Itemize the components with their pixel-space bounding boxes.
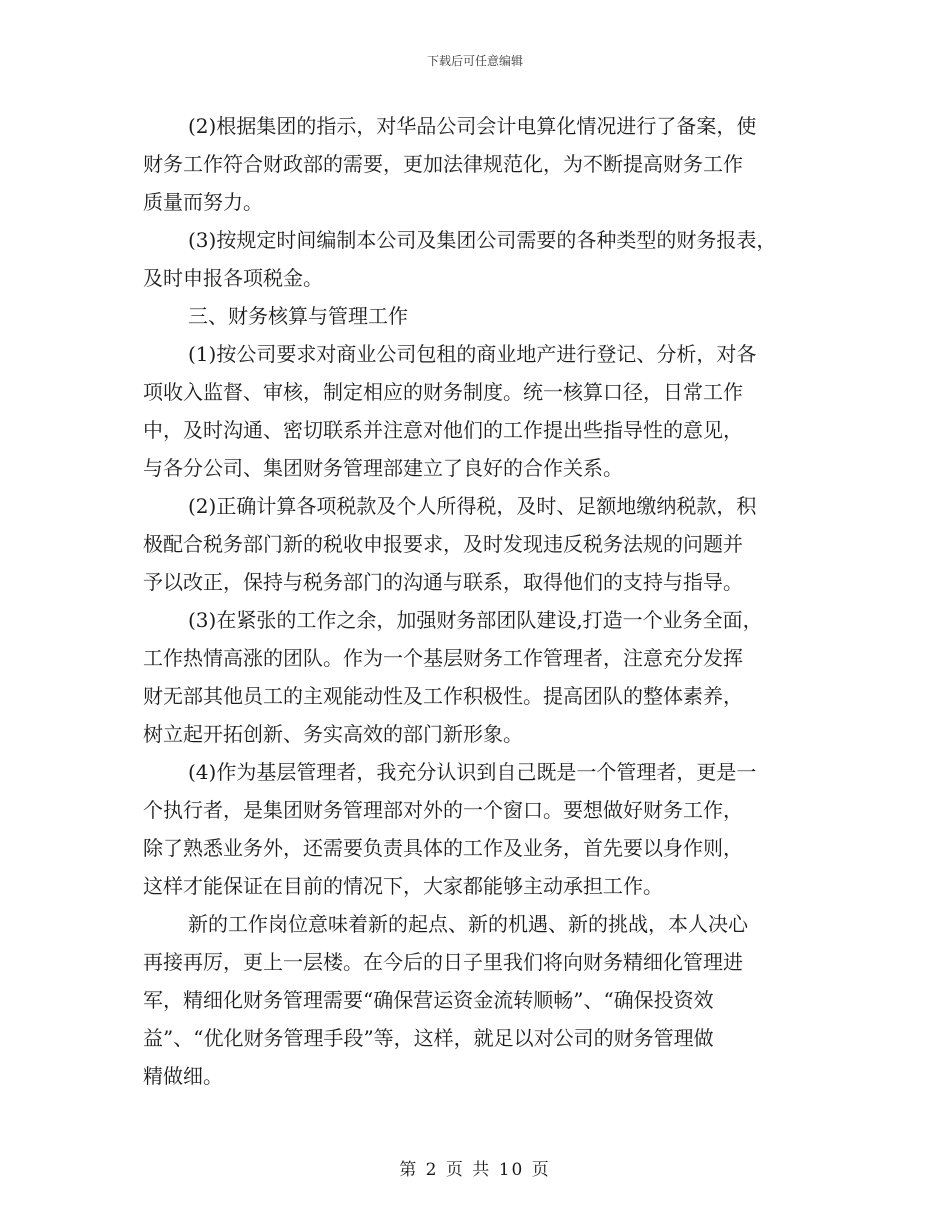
text-line: 项收入监督、审核，制定相应的财务制度。统一核算口径，日常工作 <box>143 380 743 404</box>
text-line: (3)按规定时间编制本公司及集团公司需要的各种类型的财务报表， <box>188 228 777 252</box>
text-line: 除了熟悉业务外，还需要负责具体的工作及业务，首先要以身作则， <box>143 836 743 860</box>
text-line: 树立起开拓创新、务实高效的部门新形象。 <box>143 722 523 746</box>
text-line: 新的工作岗位意味着新的起点、新的机遇、新的挑战，本人决心 <box>188 912 748 936</box>
text-line: 益”、“优化财务管理手段”等，这样，就足以对公司的财务管理做 <box>143 1026 714 1050</box>
text-line: 再接再厉，更上一层楼。在今后的日子里我们将向财务精细化管理进 <box>143 950 743 974</box>
text-line: (3)在紧张的工作之余，加强财务部团队建设,打造一个业务全面， <box>188 608 763 632</box>
document-body <box>143 107 813 1095</box>
text-line: 及时申报各项税金。 <box>143 266 323 290</box>
paragraph <box>143 601 813 753</box>
text-line: (2)正确计算各项税款及个人所得税，及时、足额地缴纳税款，积 <box>188 494 757 518</box>
paragraph <box>143 753 813 905</box>
paragraph <box>143 221 813 297</box>
paragraph <box>143 905 813 1095</box>
paragraph <box>143 487 813 601</box>
text-line: 这样才能保证在目前的情况下，大家都能够主动承担工作。 <box>143 874 663 898</box>
text-line: 军，精细化财务管理需要“确保营运资金流转顺畅”、“确保投资效 <box>143 988 714 1012</box>
text-line: 财无部其他员工的主观能动性及工作积极性。提高团队的整体素养， <box>143 684 743 708</box>
paragraph <box>143 107 813 221</box>
text-line: 与各分公司、集团财务管理部建立了良好的合作关系。 <box>143 456 623 480</box>
section-heading <box>143 297 813 335</box>
text-line: 个执行者，是集团财务管理部对外的一个窗口。要想做好财务工作， <box>143 798 743 822</box>
text-line: 财务工作符合财政部的需要，更加法律规范化，为不断提高财务工作 <box>143 152 743 176</box>
page-header: 下载后可任意编辑 <box>426 54 523 68</box>
text-line: (4)作为基层管理者，我充分认识到自己既是一个管理者，更是一 <box>188 760 757 784</box>
text-line: (1)按公司要求对商业公司包租的商业地产进行登记、分析，对各 <box>188 342 757 366</box>
text-line: 中，及时沟通、密切联系并注意对他们的工作提出些指导性的意见， <box>143 418 743 442</box>
page-footer: 第 2 页 共 10 页 <box>399 1160 551 1180</box>
text-line: 予以改正，保持与税务部门的沟通与联系，取得他们的支持与指导。 <box>143 570 743 594</box>
text-line: 精做细。 <box>143 1064 223 1088</box>
text-line: 质量而努力。 <box>143 190 263 214</box>
text-line: (2)根据集团的指示，对华品公司会计电算化情况进行了备案，使 <box>188 114 757 138</box>
paragraph <box>143 335 813 487</box>
text-line: 三、财务核算与管理工作 <box>188 304 408 328</box>
text-line: 极配合税务部门新的税收申报要求，及时发现违反税务法规的问题并 <box>143 532 743 556</box>
text-line: 工作热情高涨的团队。作为一个基层财务工作管理者，注意充分发挥 <box>143 646 743 670</box>
